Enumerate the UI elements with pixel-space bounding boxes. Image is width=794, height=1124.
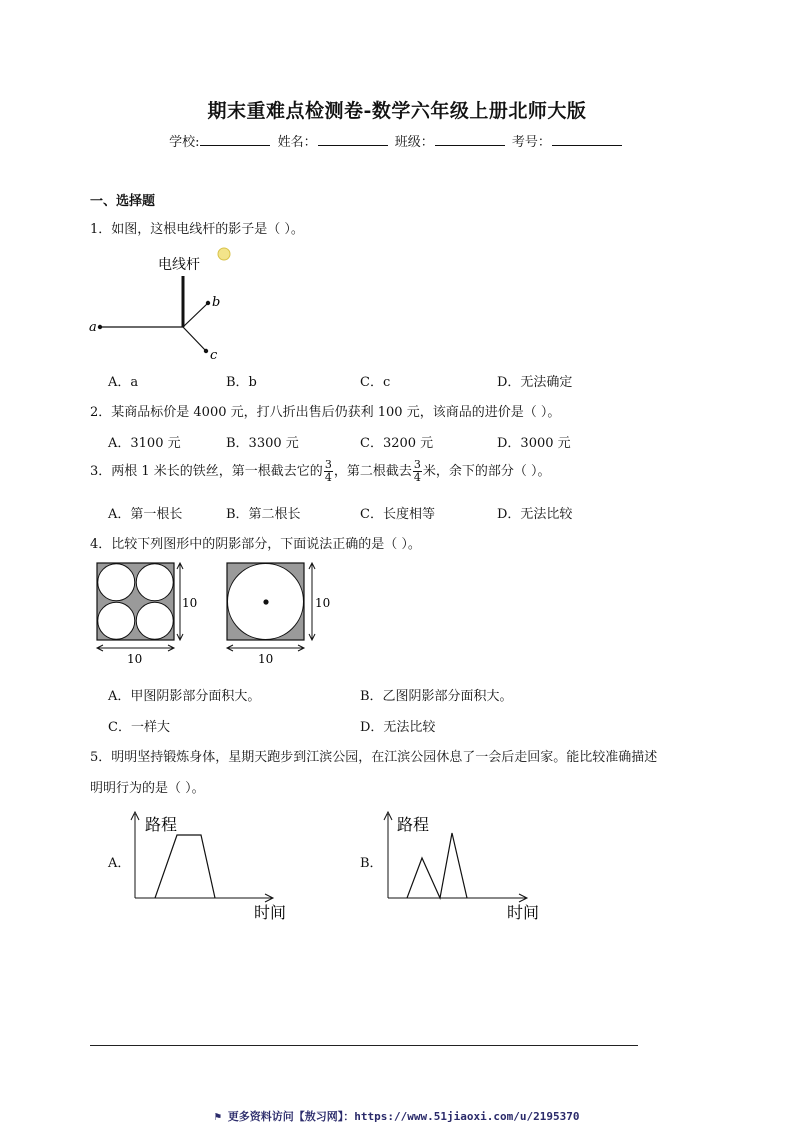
q4-option-c[interactable]: C．一样大	[108, 720, 170, 735]
q3-option-a[interactable]: A．第一根长	[108, 507, 183, 522]
q3-frac2-denominator: 4	[413, 471, 421, 484]
graph-a-distance-time	[126, 806, 286, 922]
q5-option-a[interactable]: A．	[108, 856, 131, 871]
jia-circle	[98, 602, 135, 639]
question-3-stem	[90, 459, 550, 484]
jia-height-label: 10	[182, 596, 198, 610]
flag-icon: ⚑	[214, 1110, 228, 1123]
question-4-stem: 4．比较下列图形中的阴影部分，下面说法正确的是（ ）。	[90, 537, 421, 552]
yi-center-dot	[263, 599, 268, 604]
q3-fraction-2	[413, 459, 422, 484]
q1-option-b[interactable]: B．b	[226, 375, 257, 390]
q3-frac1-denominator: 4	[324, 471, 332, 484]
shadow-c-end	[204, 349, 208, 353]
class-blank[interactable]	[435, 133, 505, 146]
graph-b-x-label: 时间	[507, 903, 540, 922]
q2-option-a[interactable]: A．3100 元	[108, 436, 181, 451]
class-label: 班级：	[394, 135, 434, 150]
pole-label: 电线杆	[158, 257, 200, 273]
name-label: 姓名：	[277, 135, 317, 150]
label-c: c	[210, 348, 218, 363]
name-blank[interactable]	[318, 133, 388, 146]
number-label: 考号：	[511, 135, 551, 150]
shadow-c-line	[183, 327, 206, 351]
q1-option-c[interactable]: C．c	[360, 375, 391, 390]
school-label: 学校:	[169, 135, 200, 150]
q4-option-d[interactable]: D．无法比较	[360, 720, 436, 735]
q1-option-d[interactable]: D．无法确定	[497, 375, 573, 390]
footer-text: 更多资料访问【敖习网】：https://www.51jiaoxi.com/u/2195370	[227, 1110, 580, 1123]
figure-jia-four-circles	[94, 560, 198, 668]
page-title: 期末重难点检测卷-数学六年级上册北师大版	[207, 100, 587, 122]
q5-option-b[interactable]: B．	[360, 856, 383, 871]
q3-fraction-1	[324, 459, 333, 484]
graph-a-y-label: 路程	[145, 815, 178, 834]
q3-frac2-numerator: 3	[413, 458, 421, 471]
jia-width-label: 10	[127, 652, 143, 666]
q3-stem-part1: 3．两根 1 米长的铁丝，第一根截去它的	[90, 464, 323, 479]
student-info-line	[0, 131, 794, 150]
number-blank[interactable]	[552, 133, 622, 146]
graph-b-y-label: 路程	[397, 815, 430, 834]
q3-option-b[interactable]: B．第二根长	[226, 507, 301, 522]
q3-frac1-numerator: 3	[324, 458, 332, 471]
q3-stem-part3: 米，余下的部分（ ）。	[422, 464, 551, 479]
q1-option-a[interactable]: A．a	[108, 375, 139, 390]
jia-circle	[98, 564, 135, 601]
graph-b-distance-time	[376, 806, 546, 922]
pole-shadow-figure	[86, 246, 256, 364]
shadow-b-end	[206, 301, 210, 305]
label-a: a	[89, 320, 97, 335]
label-b: b	[212, 295, 221, 310]
school-blank[interactable]	[200, 133, 270, 146]
yi-width-label: 10	[258, 652, 274, 666]
q4-option-b[interactable]: B．乙图阴影部分面积大。	[360, 689, 513, 704]
q3-stem-part2: ，第二根截去	[333, 464, 412, 479]
shadow-a-end	[98, 325, 102, 329]
question-5-stem-line2: 明明行为的是（ ）。	[90, 781, 205, 796]
graph-b-line	[407, 833, 467, 898]
question-5-stem-line1: 5．明明坚持锻炼身体，星期天跑步到江滨公园，在江滨公园休息了一会后走回家。能比较准确描述	[90, 750, 658, 765]
q3-option-d[interactable]: D．无法比较	[497, 507, 573, 522]
question-2-stem: 2．某商品标价是 4000 元，打八折出售后仍获利 100 元，该商品的进价是（ ）。	[90, 405, 561, 420]
jia-circle	[136, 602, 173, 639]
page-divider	[90, 1045, 638, 1046]
section-title: 一、选择题	[90, 194, 156, 209]
jia-circle	[136, 564, 173, 601]
question-1-stem: 1．如图，这根电线杆的影子是（ ）。	[90, 222, 304, 237]
footer-link[interactable]	[0, 1108, 794, 1124]
graph-a-line	[155, 835, 215, 898]
q2-option-b[interactable]: B．3300 元	[226, 436, 299, 451]
decorative-dot-icon	[218, 248, 230, 260]
q2-option-c[interactable]: C．3200 元	[360, 436, 434, 451]
figure-yi-one-circle	[224, 560, 334, 668]
graph-a-x-label: 时间	[254, 903, 287, 922]
q3-option-c[interactable]: C．长度相等	[360, 507, 435, 522]
yi-height-label: 10	[315, 596, 331, 610]
q4-option-a[interactable]: A．甲图阴影部分面积大。	[108, 689, 261, 704]
shadow-b-line	[183, 303, 208, 327]
q2-option-d[interactable]: D．3000 元	[497, 436, 571, 451]
